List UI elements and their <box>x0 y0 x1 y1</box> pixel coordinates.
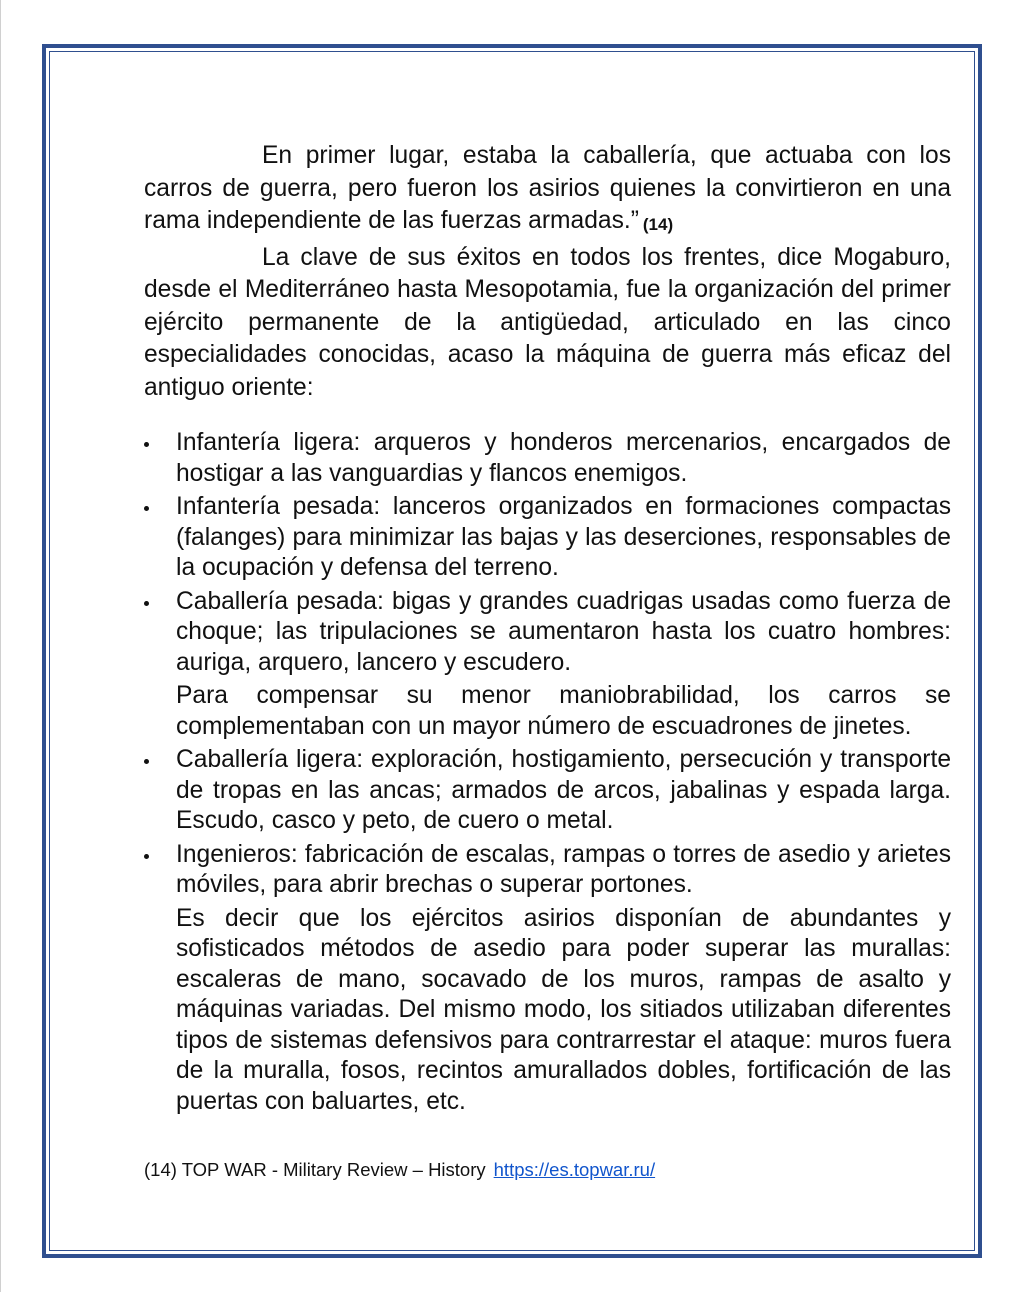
bullet-icon <box>144 854 149 859</box>
list-item <box>144 428 951 489</box>
list-item-continuation: Es decir que los ejércitos asirios disponían de abundantes y sofisticados métodos de asedio para poder superar las murallas: escaleras de mano, socavado de los muros, rampas de asalto y máquinas variadas. Del mismo modo, los sitiados utilizaban diferentes tipos de sistemas defensivos para contrarrestar el ataque: muros fuera de la muralla, fosos, recintos amurallados dobles, fortificación de las puertas con baluartes, etc. <box>176 904 951 1115</box>
paragraph-text: En primer lugar, estaba la caballería, que actuaba con los carros de guerra, pero fueron los asirios quienes la convirtieron en una rama independiente de las fuerzas armadas.” <box>144 142 951 234</box>
list-item <box>144 840 951 1118</box>
bullet-icon <box>144 601 149 606</box>
list-item-text: Infantería pesada: lanceros organizados en formaciones compactas (falanges) para minimizar las bajas y las deserciones, responsables de la ocupación y defensa del terreno. <box>176 493 951 581</box>
specialties-list <box>144 428 951 1117</box>
bullet-icon <box>144 506 149 511</box>
bullet-icon <box>144 442 149 447</box>
body-paragraph <box>144 140 951 242</box>
footnote-reference: (14) <box>642 215 674 234</box>
footnote-text: (14) TOP WAR - Military Review – History <box>144 1159 486 1180</box>
paragraph-text: La clave de sus éxitos en todos los frentes, dice Mogaburo, desde el Mediterráneo hasta Mesopotamia, fue la organización del primer ejército permanente de la antigüedad, articulado en las cinco especialidades conocidas, acaso la máquina de guerra más eficaz del antiguo oriente: <box>144 243 951 401</box>
bullet-icon <box>144 759 149 764</box>
list-item <box>144 492 951 584</box>
list-item-continuation: Para compensar su menor maniobrabilidad, los carros se complementaban con un mayor número de escuadrones de jinetes. <box>176 682 951 740</box>
footnote <box>144 1158 655 1182</box>
list-item-text: Caballería ligera: exploración, hostigamiento, persecución y transporte de tropas en las ancas; armados de arcos, jabalinas y espada larga. Escudo, casco y peto, de cuero o metal. <box>176 746 951 834</box>
list-item <box>144 745 951 837</box>
page-content <box>144 140 951 1120</box>
list-item-text: Caballería pesada: bigas y grandes cuadrigas usadas como fuerza de choque; las tripulaciones se aumentaron hasta los cuatro hombres: auriga, arquero, lancero y escudero. <box>176 587 951 676</box>
page-edge <box>0 0 1 1292</box>
list-item <box>144 587 951 743</box>
list-item-text: Ingenieros: fabricación de escalas, rampas o torres de asedio y arietes móviles, para abrir brechas o superar portones. <box>176 840 951 898</box>
footnote-link[interactable]: https://es.topwar.ru/ <box>493 1159 656 1180</box>
body-paragraph <box>144 242 951 405</box>
list-item-text: Infantería ligera: arqueros y honderos mercenarios, encargados de hostigar a las vanguardias y flancos enemigos. <box>176 429 951 487</box>
